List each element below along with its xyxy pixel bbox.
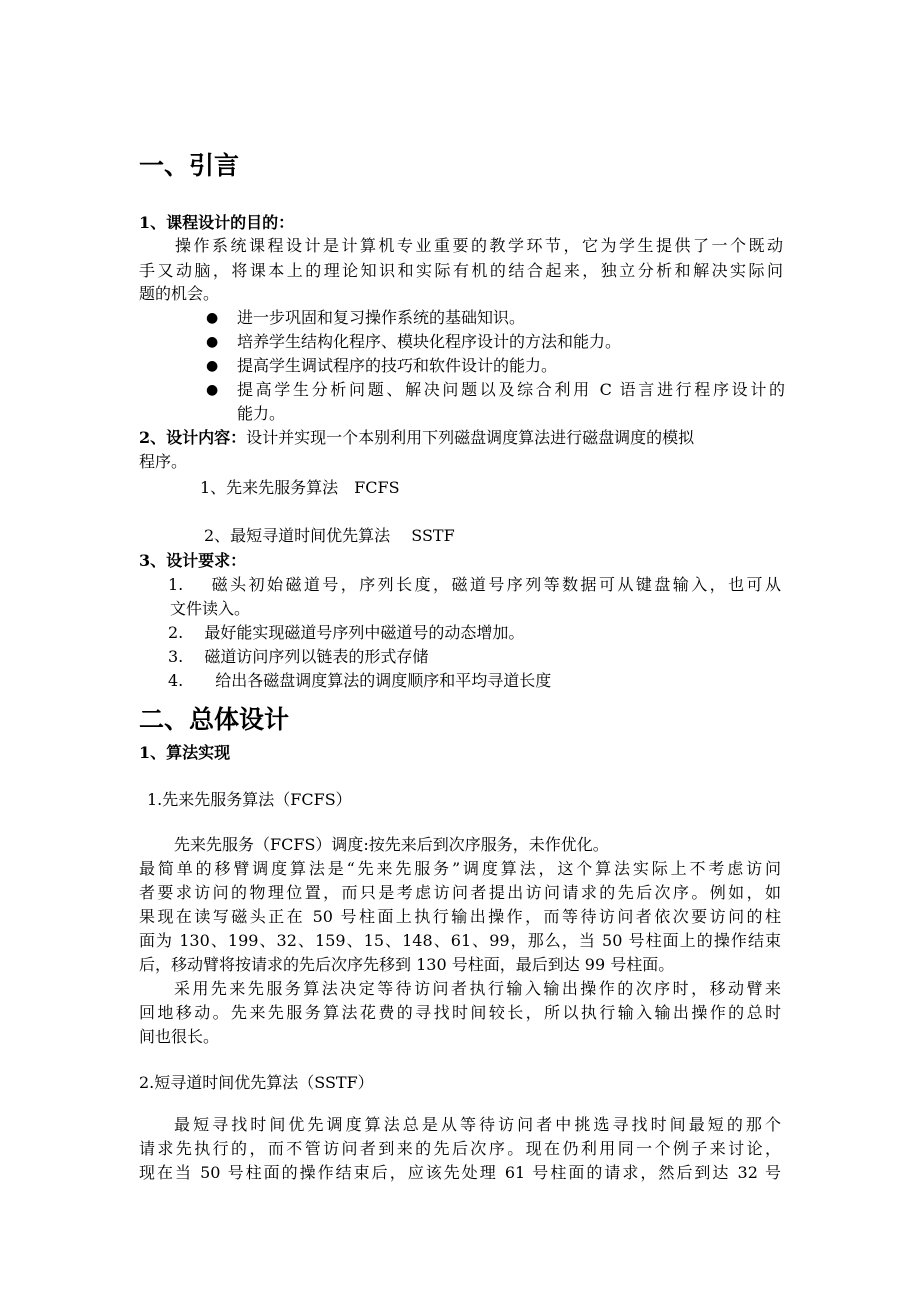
section-title-introduction: 一、引言 (139, 151, 240, 180)
paragraph-line: 采用先来先服务算法决定等待访问者执行输入输出操作的次序时，移动臂来 (174, 979, 781, 998)
fcfs-title: 1.先来先服务算法（FCFS） (147, 790, 352, 809)
requirement-continuation: 文件读入。 (170, 599, 251, 618)
bullet-icon: ● (206, 310, 219, 326)
paragraph-line: 手又动脑，将课本上的理论知识和实际有机的结合起来，独立分析和解决实际问 (139, 261, 783, 280)
requirement-item: 2. 最好能实现磁道号序列中磁道号的动态增加。 (168, 623, 525, 642)
paragraph-line: 回地移动。先来先服务算法花费的寻找时间较长，所以执行输入输出操作的总时 (139, 1003, 781, 1022)
paragraph-line: 题的机会。 (139, 284, 220, 303)
paragraph-line: 最短寻找时间优先调度算法总是从等待访问者中挑选寻找时间最短的那个 (174, 1115, 781, 1134)
requirement-item: 3. 磁道访问序列以链表的形式存储 (168, 647, 429, 666)
list-item: 培养学生结构化程序、模块化程序设计的方法和能力。 (237, 332, 622, 351)
heading-algorithm-implementation: 1、算法实现 (139, 743, 231, 762)
paragraph-line: 现在当 50 号柱面的操作结束后，应该先处理 61 号柱面的请求，然后到达 32 号 (139, 1163, 781, 1182)
algorithm-fcfs-item: 1、先来先服务算法 FCFS (200, 478, 400, 497)
paragraph-line: 后，移动臂将按请求的先后次序先移到 130 号柱面，最后到达 99 号柱面。 (139, 955, 675, 974)
design-content-label: 2、设计内容： (139, 428, 247, 447)
heading-course-purpose: 1、课程设计的目的： (139, 213, 295, 232)
bullet-icon: ● (206, 358, 219, 374)
list-item: 提高学生调试程序的技巧和软件设计的能力。 (237, 356, 558, 375)
paragraph-line: 先来先服务（FCFS）调度:按先来后到次序服务，未作优化。 (174, 835, 609, 854)
list-item: 进一步巩固和复习操作系统的基础知识。 (237, 308, 526, 327)
paragraph-line: 果现在读写磁头正在 50 号柱面上执行输出操作，而等待访问者依次要访问的柱 (139, 907, 781, 926)
section-title-overall-design: 二、总体设计 (139, 705, 290, 734)
design-content-continuation: 程序。 (139, 452, 188, 471)
bullet-icon: ● (206, 382, 219, 398)
list-item: 提高学生分析问题、解决问题以及综合利用 C 语言进行程序设计的 (237, 380, 785, 399)
design-content-text: 设计并实现一个本别利用下列磁盘调度算法进行磁盘调度的模拟 (246, 428, 695, 447)
sstf-title: 2.短寻道时间优先算法（SSTF） (139, 1073, 374, 1092)
requirement-item: 4. 给出各磁盘调度算法的调度顺序和平均寻道长度 (168, 671, 552, 690)
paragraph-line: 面为 130、199、32、159、15、148、61、99，那么，当 50 号柱面上的操作结束 (139, 931, 781, 950)
heading-design-requirements: 3、设计要求： (139, 551, 247, 570)
paragraph-line: 操作系统课程设计是计算机专业重要的教学环节，它为学生提供了一个既动 (175, 236, 783, 255)
paragraph-line: 请求先执行的，而不管访问者到来的先后次序。现在仍利用同一个例子来讨论， (139, 1139, 781, 1158)
algorithm-sstf-item: 2、最短寻道时间优先算法 SSTF (204, 526, 455, 545)
paragraph-line: 者要求访问的物理位置，而只是考虑访问者提出访问请求的先后次序。例如，如 (139, 883, 781, 902)
bullet-icon: ● (206, 334, 219, 350)
requirement-item: 1. 磁头初始磁道号，序列长度，磁道号序列等数据可从键盘输入，也可从 (168, 575, 781, 594)
paragraph-line: 最简单的移臂调度算法是“先来先服务”调度算法，这个算法实际上不考虑访问 (139, 859, 781, 878)
list-item-continuation: 能力。 (237, 404, 286, 423)
design-content-line (139, 426, 694, 449)
paragraph-line: 间也很长。 (139, 1027, 220, 1046)
